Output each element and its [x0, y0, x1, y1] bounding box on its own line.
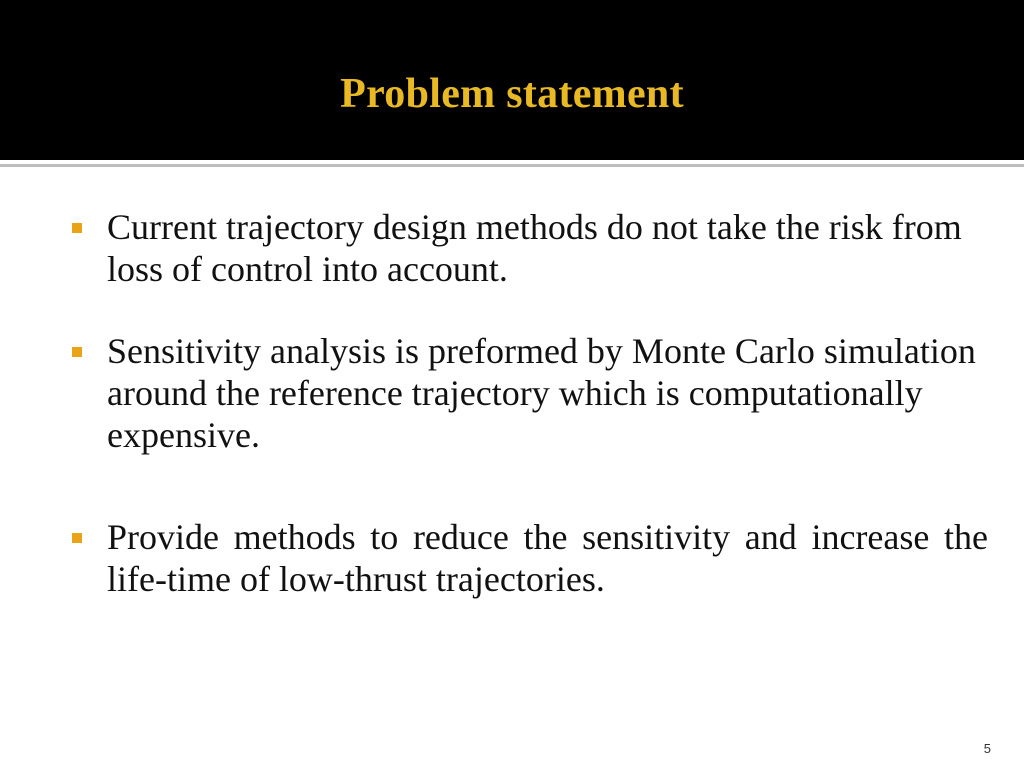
square-bullet-icon: [72, 223, 82, 233]
slide-title: Problem statement: [340, 71, 684, 117]
square-bullet-icon: [72, 533, 82, 543]
page-number: 5: [983, 741, 991, 756]
square-bullet-icon: [72, 347, 82, 357]
bullet-text: Current trajectory design methods do not take the risk from loss of control into account.: [107, 207, 962, 289]
bullet-text: Sensitivity analysis is preformed by Monte Carlo simulation around the reference trajectory which is computationally expensive.: [107, 331, 976, 455]
bullet-text: Provide methods to reduce the sensitivity and increase the life-time of low-thrust trajectories.: [107, 517, 988, 599]
